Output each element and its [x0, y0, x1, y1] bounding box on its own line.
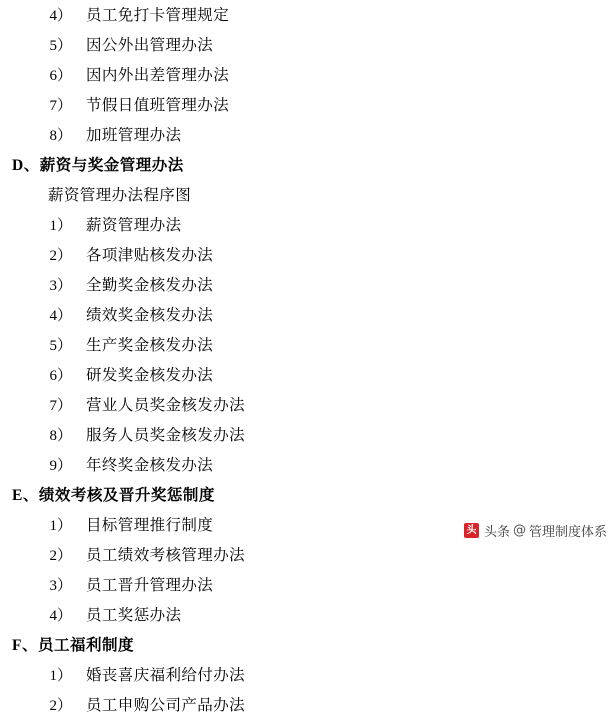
list-item — [0, 90, 615, 120]
list-item-label: 全勤奖金核发办法 — [86, 276, 214, 294]
list-item — [0, 360, 615, 390]
list-item — [0, 300, 615, 330]
watermark-separator: @ — [512, 523, 526, 538]
list-item-number: 8） — [49, 428, 72, 444]
list-item — [0, 30, 615, 60]
list-item-number: 2） — [49, 548, 72, 564]
section-heading — [0, 630, 615, 660]
list-item-number: 6） — [49, 368, 72, 384]
list-item-label: 生产奖金核发办法 — [86, 336, 214, 354]
section-heading-number: F、 — [12, 637, 38, 654]
list-item-label: 因内外出差管理办法 — [86, 66, 230, 84]
list-item-label: 员工绩效考核管理办法 — [86, 546, 246, 564]
list-item-label: 研发奖金核发办法 — [86, 366, 214, 384]
list-item-label: 婚丧喜庆福利给付办法 — [86, 666, 246, 684]
list-item-label: 目标管理推行制度 — [86, 516, 214, 534]
list-item-number: 5） — [49, 38, 72, 54]
list-item — [0, 60, 615, 90]
list-item — [0, 240, 615, 270]
list-item — [0, 690, 615, 720]
section-heading-label: 绩效考核及晋升奖惩制度 — [38, 486, 215, 504]
list-item-number: 6） — [49, 68, 72, 84]
list-item — [0, 270, 615, 300]
list-item-label: 加班管理办法 — [86, 126, 182, 144]
list-item-number: 4） — [49, 308, 72, 324]
watermark-source: 头条 — [483, 525, 510, 540]
list-item-number: 3） — [49, 578, 72, 594]
watermark — [464, 521, 607, 540]
list-item — [0, 600, 615, 630]
list-item-number: 1） — [49, 518, 72, 534]
list-item-number: 5） — [49, 338, 72, 354]
section-heading — [0, 150, 615, 180]
list-item-number: 8） — [49, 128, 72, 144]
list-item-label: 员工晋升管理办法 — [86, 576, 214, 594]
section-subtitle: 薪资管理办法程序图 — [48, 186, 192, 204]
list-item-number: 1） — [49, 218, 72, 234]
list-item — [0, 660, 615, 690]
section-heading-label: 员工福利制度 — [37, 636, 134, 654]
list-item — [0, 0, 615, 30]
list-item-label: 营业人员奖金核发办法 — [86, 396, 246, 414]
list-item-label: 薪资管理办法 — [86, 216, 182, 234]
list-item-number: 4） — [49, 8, 72, 24]
list-item-number: 2） — [49, 248, 72, 264]
list-item — [0, 420, 615, 450]
list-item-number: 2） — [49, 698, 72, 714]
list-item — [0, 570, 615, 600]
list-item-label: 绩效奖金核发办法 — [86, 306, 214, 324]
list-item-label: 因公外出管理办法 — [86, 36, 214, 54]
list-item-number: 1） — [49, 668, 72, 684]
list-item-number: 4） — [49, 608, 72, 624]
list-item — [0, 540, 615, 570]
list-item-label: 员工免打卡管理规定 — [86, 6, 230, 24]
list-item-label: 员工申购公司产品办法 — [86, 696, 246, 714]
section-heading-number: D、 — [12, 157, 40, 174]
list-item — [0, 450, 615, 480]
list-item-number: 3） — [49, 278, 72, 294]
toutiao-logo-icon: 头 — [464, 523, 479, 538]
list-item-label: 服务人员奖金核发办法 — [86, 426, 246, 444]
section-heading-number: E、 — [12, 487, 39, 504]
section-heading — [0, 480, 615, 510]
list-item — [0, 330, 615, 360]
list-item — [0, 210, 615, 240]
section-heading-label: 薪资与奖金管理办法 — [39, 156, 184, 174]
list-item-label: 员工奖惩办法 — [86, 606, 182, 624]
list-item-label: 各项津贴核发办法 — [86, 246, 214, 264]
list-item-number: 7） — [49, 398, 72, 414]
watermark-account: 管理制度体系 — [528, 525, 607, 540]
list-item-label: 节假日值班管理办法 — [86, 96, 230, 114]
list-item-label: 年终奖金核发办法 — [86, 456, 214, 474]
list-item — [0, 390, 615, 420]
list-item-number: 7） — [49, 98, 72, 114]
list-item — [0, 120, 615, 150]
list-item-number: 9） — [49, 458, 72, 474]
